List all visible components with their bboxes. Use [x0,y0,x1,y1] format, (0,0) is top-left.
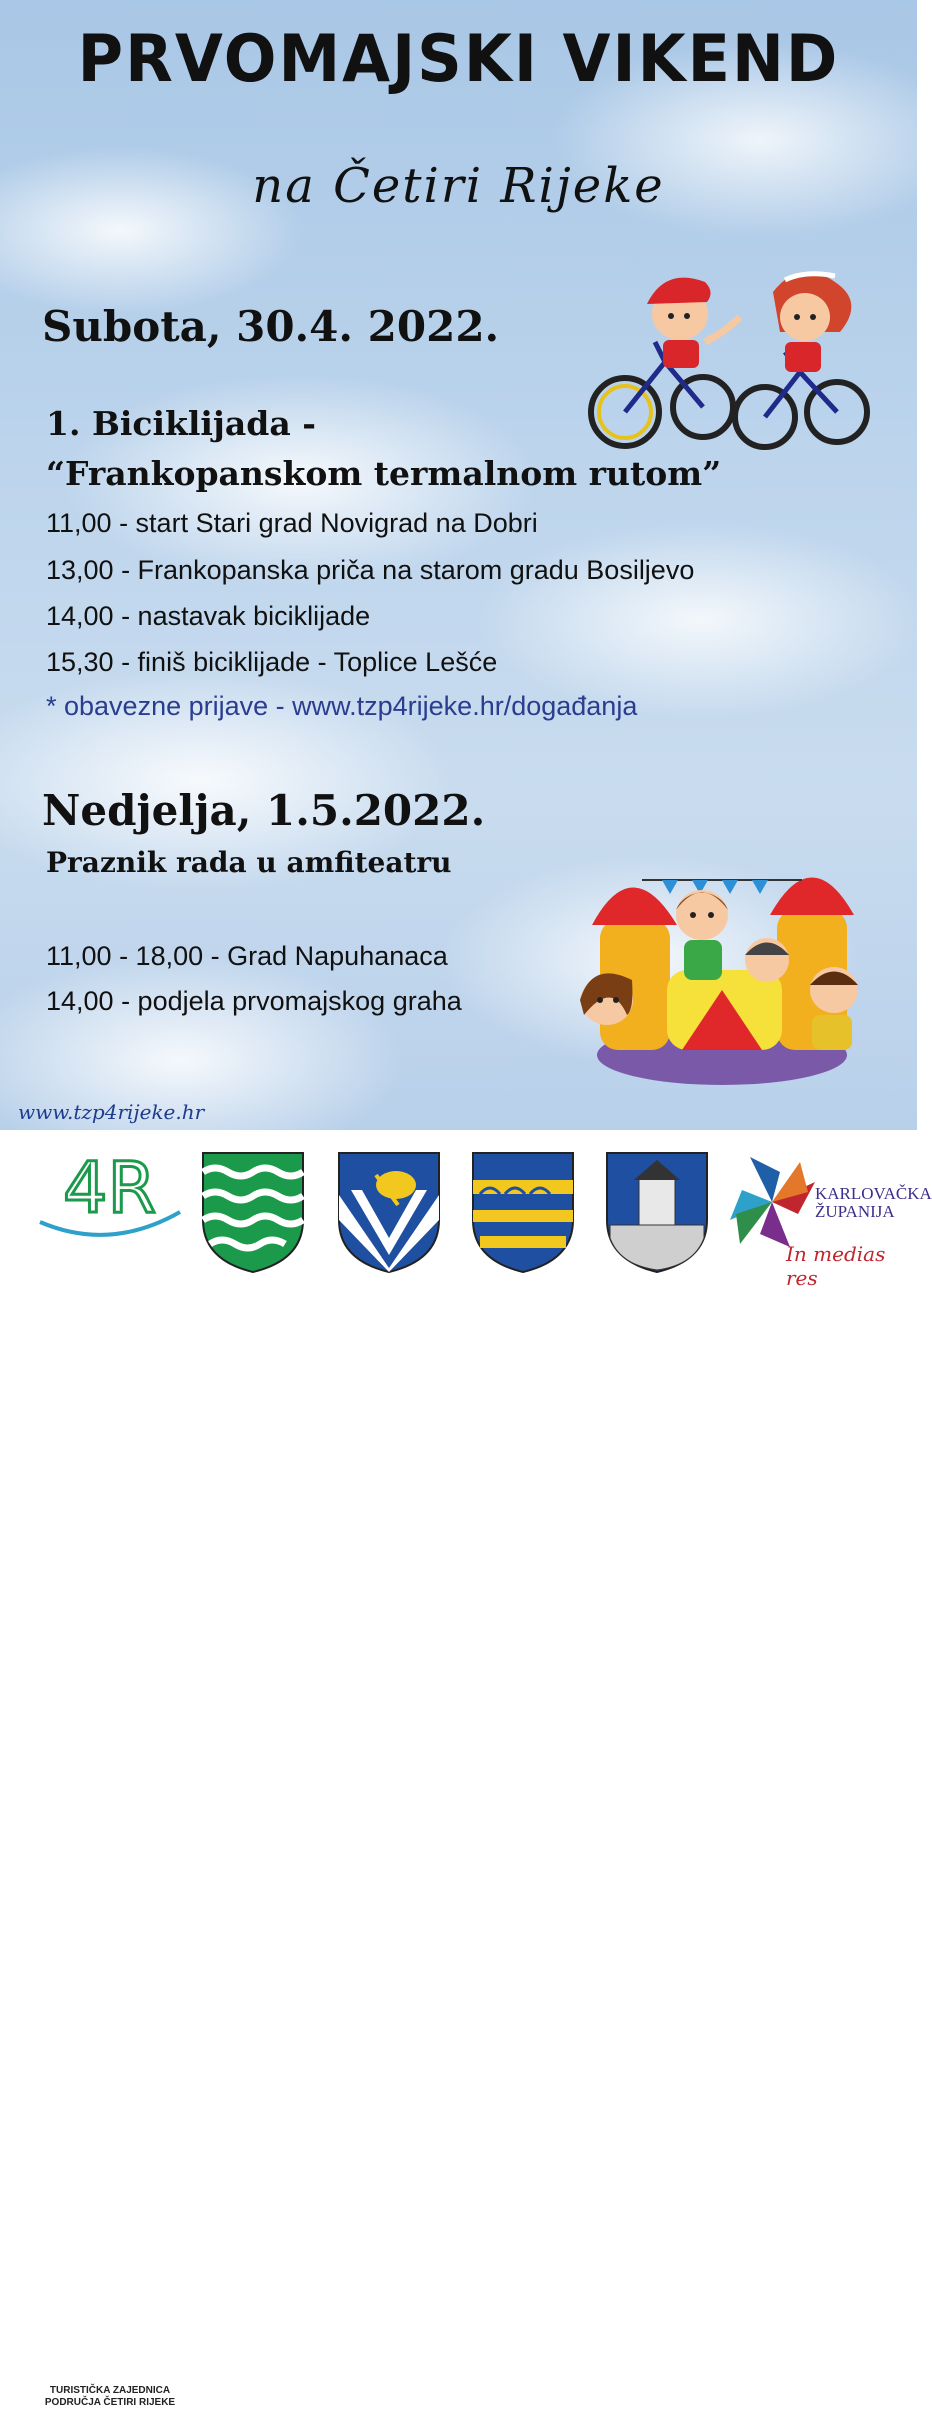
schedule-item: 14,00 - podjela prvomajskog graha [46,986,462,1016]
saturday-event-title-line1: 1. Biciklijada - [46,404,316,443]
bouncy-castle-illustration [572,840,872,1090]
county-motto: In medias res [786,1242,886,1290]
poster-title: PRVOMAJSKI VIKEND [77,20,840,97]
saturday-event-title-line2: “Frankopanskom termalnom rutom” [46,454,722,493]
coat-of-arms-blue-leaf-icon [336,1150,442,1275]
poster-background [0,0,917,1130]
coat-of-arms-green-waves-icon [200,1150,306,1275]
sponsor-footer [0,1130,932,2408]
cycling-kids-illustration [585,262,875,462]
schedule-item: 14,00 - nastavak biciklijade [46,601,371,631]
tz-name-line1: TURISTIČKA ZAJEDNICA [49,2385,171,2396]
coat-of-arms-tower-icon [604,1150,710,1275]
schedule-item: 11,00 - start Stari grad Novigrad na Dobri [46,508,538,538]
schedule-item: 15,30 - finiš biciklijade - Toplice Lešće [46,647,498,677]
tz-name-line2: PODRUČJA ČETIRI RIJEKE [44,2397,176,2408]
coat-of-arms-bridge-icon [470,1150,576,1275]
sunday-event-title: Praznik rada u amfiteatru [46,846,452,879]
girl-cyclist [773,272,851,372]
county-name-line1: KARLOVAČKA [815,1184,932,1203]
schedule-item: 13,00 - Frankopanska priča na starom gradu Bosiljevo [46,555,695,585]
schedule-item: 11,00 - 18,00 - Grad Napuhanaca [46,941,448,971]
tz-name [30,2385,190,2409]
child-left [580,973,633,1025]
sunday-date: Nedjelja, 1.5.2022. [42,786,486,835]
bicycle-left [591,342,733,446]
karlovac-county-pinwheel-icon [730,1152,815,1252]
child-center [676,890,728,980]
registration-note: * obavezne prijave - www.tzp4rijeke.hr/događanja [46,691,638,721]
poster-subtitle: na Četiri Rijeke [252,158,665,214]
tz-logo-mark: 4R [63,1147,157,1229]
tz-4r-logo-icon [35,1142,185,1242]
website-url: www.tzp4rijeke.hr [18,1100,205,1124]
county-name [815,1185,932,1221]
saturday-date: Subota, 30.4. 2022. [42,302,500,351]
county-name-line2: ŽUPANIJA [815,1202,895,1221]
